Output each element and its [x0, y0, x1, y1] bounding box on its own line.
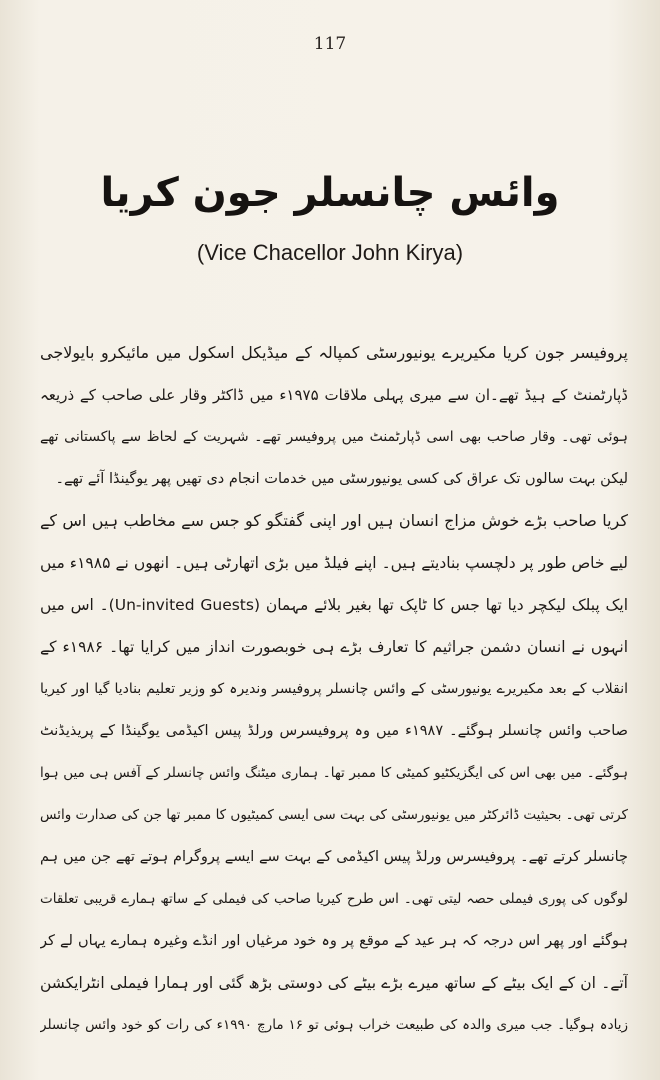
text-line: کریا صاحب بڑے خوش مزاج انسان ہیں اور اپنی گفتگو کو جس سے مخاطب ہیں اس کے [40, 511, 628, 530]
text-line: ڈپارٹمنٹ کے ہیڈ تھے۔ان سے میری پہلی ملاقات ۱۹۷۵ء میں ڈاکٹر وقار علی صاحب کے ذریعہ [40, 386, 628, 404]
chapter-title-urdu: وائس چانسلر جون کریا [100, 170, 560, 216]
text-line: انہوں نے انسان دشمن جراثیم کا تعارف بڑے ہی خوبصورت انداز میں کرایا تھا۔ ۱۹۸۶ء کے [40, 638, 628, 656]
text-line: صاحب وائس چانسلر ہوگئے۔ ۱۹۸۷ء میں وہ پروفیسرس ورلڈ پیس اکیڈمی یوگینڈا کے پریذیڈنٹ [40, 723, 628, 739]
text-line: انقلاب کے بعد مکیریرے یونیورسٹی کے وائس چانسلر پروفیسر وندیرہ کو وزیر تعلیم بنادیا گیا اور کیریا [40, 681, 628, 697]
text-line: کرتی تھی۔ بحیثیت ڈائرکٹر میں یونیورسٹی کی بہت سی ایسی کمیٹیوں کا ممبر تھا جن کی صدارت وائس [40, 807, 628, 823]
text-line: پروفیسر جون کریا مکیریرے یونیورسٹی کمپالہ کے میڈیکل اسکول میں مائیکرو بایولاجی [40, 343, 628, 362]
text-line: ایک پبلک لیکچر دیا تھا جس کا ٹاپک تھا بغیر بلائے مہمان (Un-invited Guests)۔ اس میں [40, 596, 628, 614]
text-line: زیادہ ہوگیا۔ جب میری والدہ کی طبیعت خراب ہوئی تو ۱۶ مارچ ۱۹۹۰ء کی رات کو خود وائس چانسلر [40, 1017, 628, 1033]
text-line: ہوگئے اور پھر اس درجہ کہ ہر عید کے موقع پر وہ خود مرغیاں اور انڈے وغیرہ ہمارے یہاں لے کر [40, 933, 628, 949]
page-number: 117 [313, 34, 347, 54]
text-line: لیکن بہت سالوں تک عراق کی کسی یونیورسٹی میں خدمات انجام دی تھیں پھر یوگینڈا آئے تھے۔ [55, 471, 628, 487]
text-line: ہوگئے۔ میں بھی اس کی ایگزیکٹیو کمیٹی کا ممبر تھا۔ ہماری میٹنگ وائس چانسلر کے آفس ہی میں ہوا [40, 765, 628, 781]
text-line: لوگوں کی پوری فیملی حصہ لیتی تھی۔ اس طرح کیریا صاحب کی فیملی کے ساتھ ہمارے قریبی تعلقات [40, 891, 628, 907]
text-line: چانسلر کرتے تھے۔ پروفیسرس ورلڈ پیس اکیڈمی کے بہت سے ایسے پروگرام ہوتے تھے جن میں ہم [40, 849, 628, 865]
chapter-title-english: (Vice Chacellor John Kirya) [196, 240, 464, 265]
text-line: آتے۔ ان کے ایک بیٹے کے ساتھ میرے بڑے بیٹے کی دوستی بڑھ گئی اور ہمارا فیملی انٹرایکشن [40, 974, 628, 992]
body-text [40, 332, 628, 1046]
text-line: لیے خاص طور پر دلچسپ بنادیتے ہیں۔ اپنے فیلڈ میں بڑی اتھارٹی ہیں۔ انھوں نے ۱۹۸۵ء میں [40, 554, 628, 572]
text-line: ہوئی تھی۔ وقار صاحب بھی اسی ڈپارٹمنٹ میں پروفیسر تھے۔ شہریت کے لحاظ سے پاکستانی تھے [40, 429, 628, 445]
